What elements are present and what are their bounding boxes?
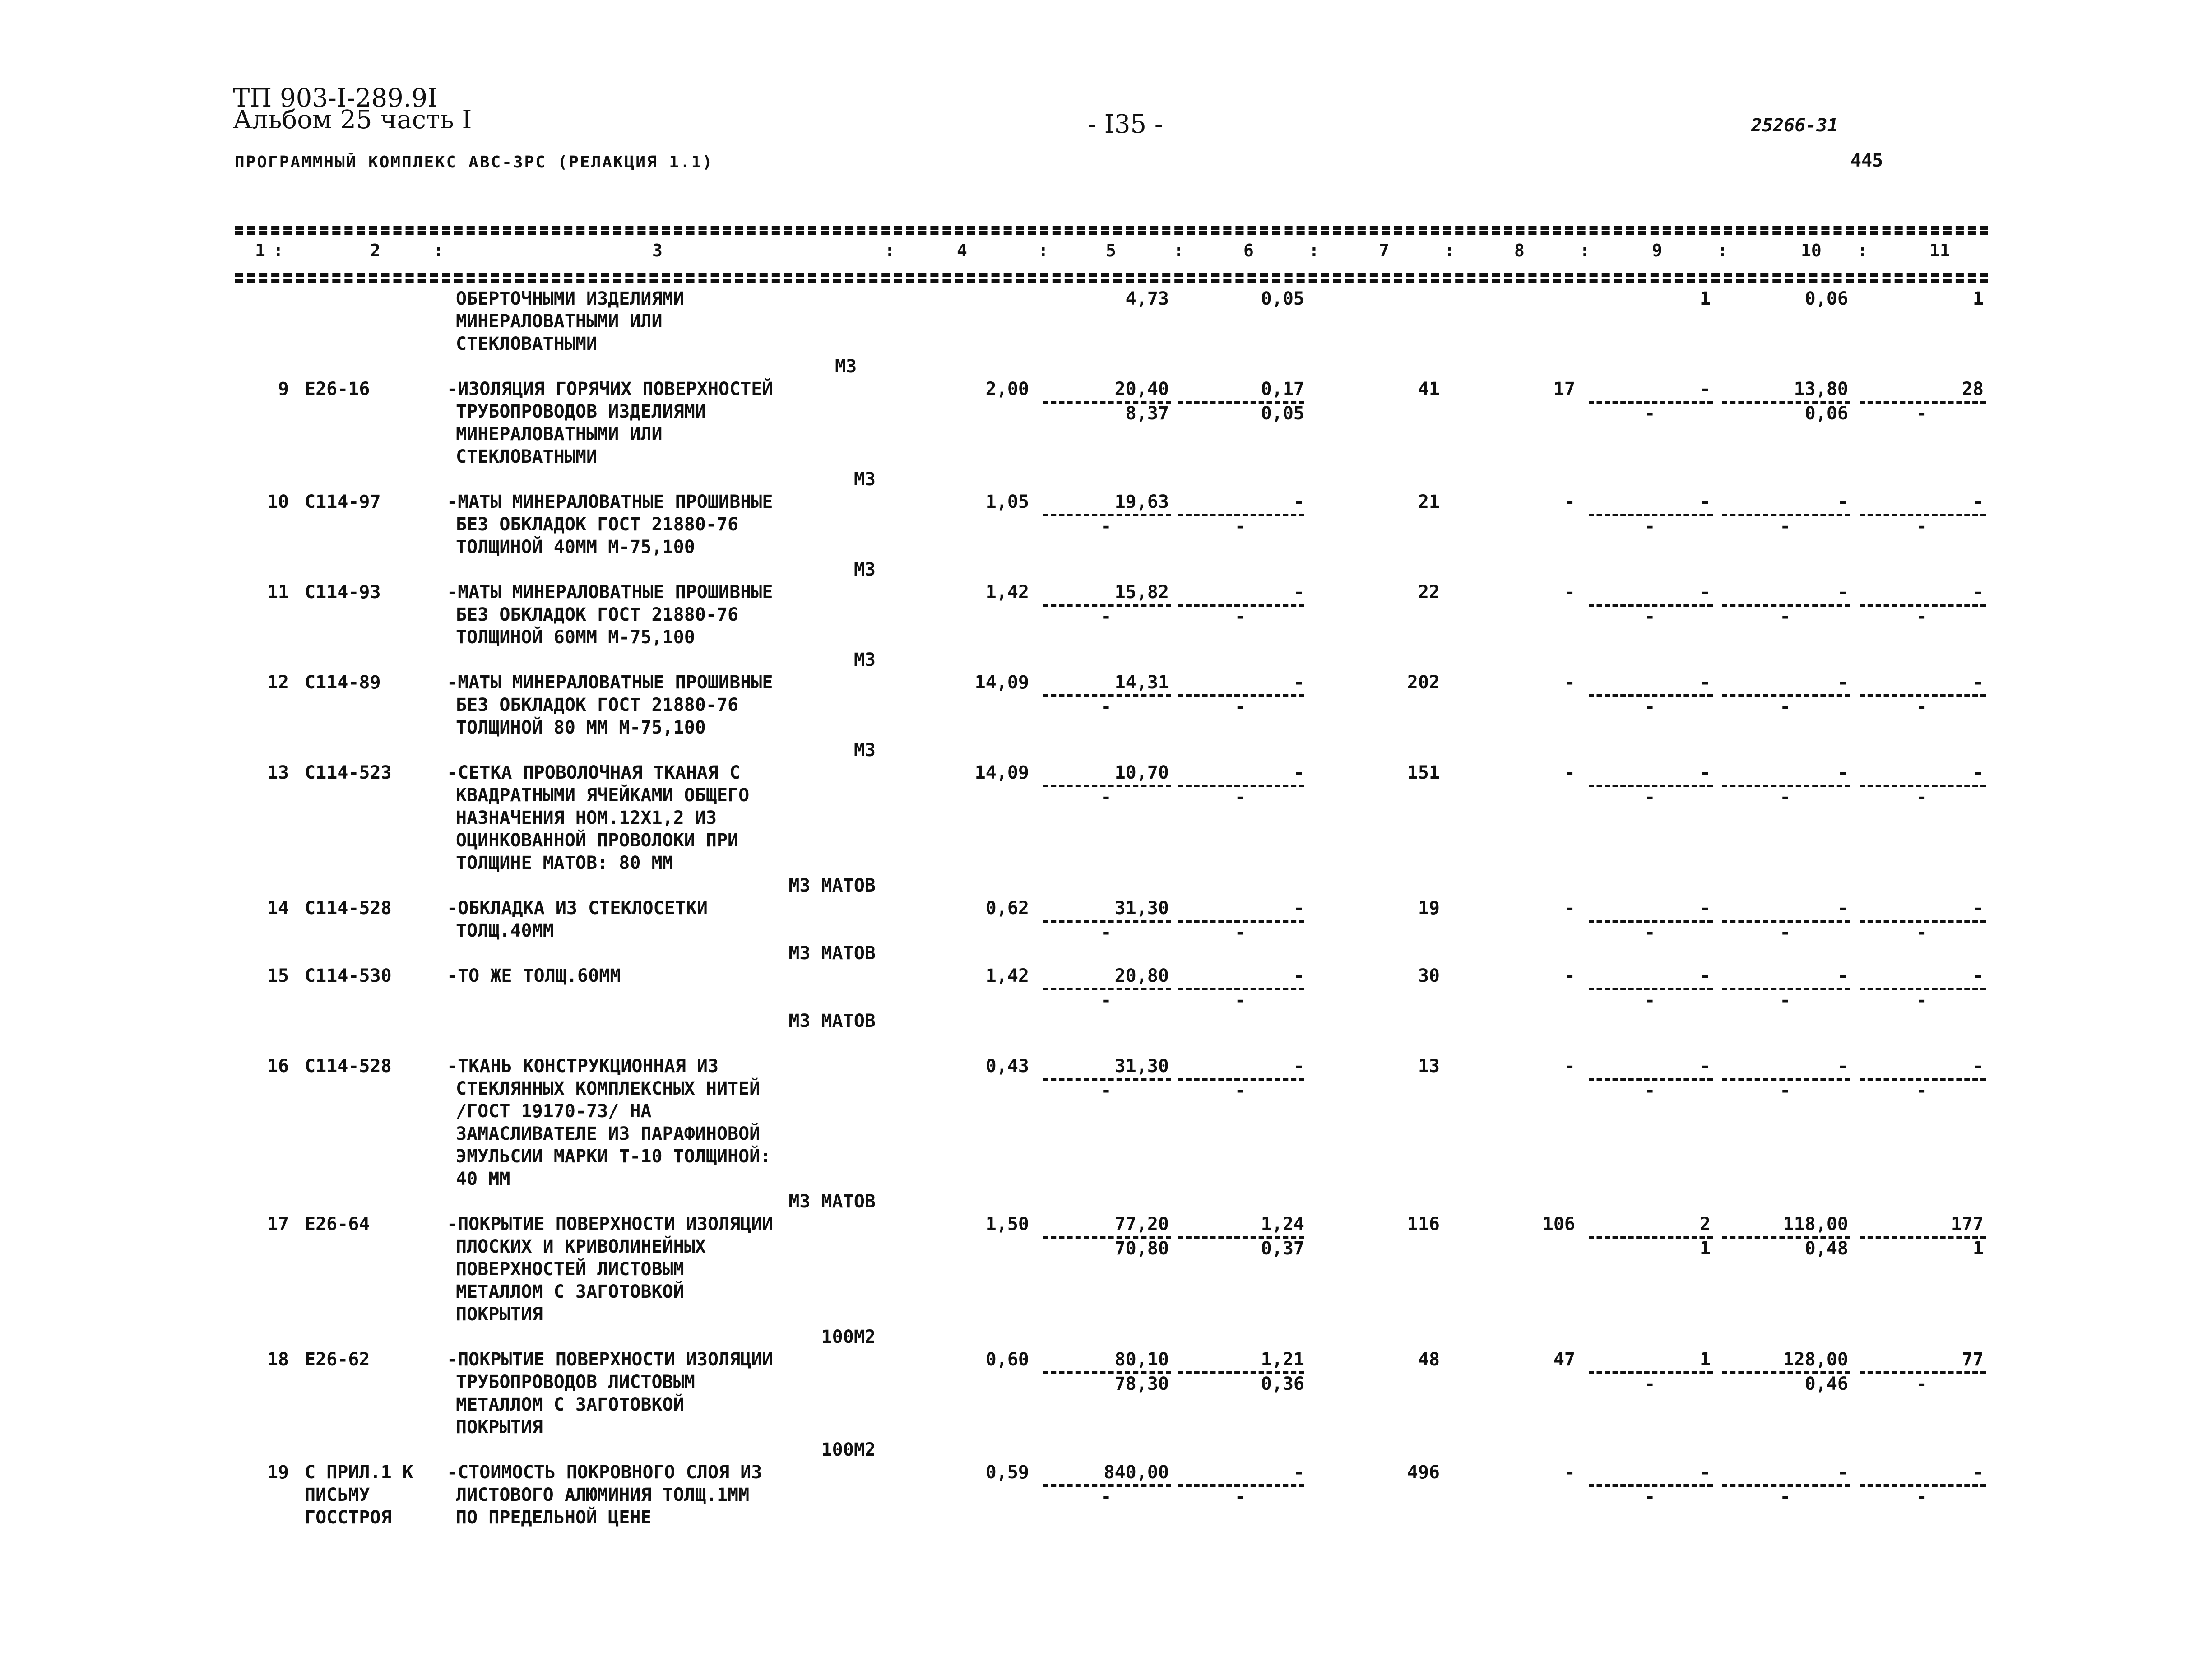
item-number: 9 [278,379,289,399]
sheet-number: 445 [1850,150,1883,171]
cell-c11: - [1972,582,1984,603]
cell-c10: - [1837,762,1848,783]
item-description-line: ТОЛЩИНОЙ 40ММ М-75,100 [456,537,695,557]
cell-c5b: - [1100,1080,1112,1101]
item-description-line: ТОЛЩИНОЙ 60ММ М-75,100 [456,627,695,648]
cell-c5b: - [1100,922,1112,943]
unit-label: М3 [853,740,876,761]
cell-c11b: - [1916,403,1927,424]
cell-c11b: 1 [1972,1238,1984,1259]
cell-c5: 10,70 [1114,762,1169,783]
cell-c5: 14,31 [1114,672,1169,693]
cell-c8: - [1564,1462,1575,1483]
cell-c4: 1,42 [985,966,1029,986]
column-header-2: 2 [370,241,380,260]
sheet-code: 25266-31 [1751,115,1838,136]
column-header-4: 4 [957,241,967,260]
cell-c10b: - [1780,516,1791,537]
cell-c5b: - [1100,990,1112,1011]
item-description-line: БЕЗ ОБКЛАДОК ГОСТ 21880-76 [456,695,739,715]
unit-label: М3 [853,559,876,580]
item-code: С114-89 [305,672,381,693]
cell-c11: - [1972,672,1984,693]
cell-c10b: - [1780,990,1791,1011]
cell-c11: - [1972,492,1984,512]
column-header-3: 3 [652,241,663,260]
cell-c4: 14,09 [974,762,1029,783]
item-number: 18 [267,1349,289,1370]
unit-label: М3 МАТОВ [788,1191,876,1212]
cell-c9: - [1699,492,1711,512]
cell-c6b: - [1234,787,1246,808]
cell-c5: 4,73 [1125,288,1169,309]
cell-c6: - [1293,582,1304,603]
cell-c11: - [1972,1462,1984,1483]
cell-c9b: - [1644,1080,1656,1101]
cell-c9: - [1699,762,1711,783]
item-description-line: -ПОКРЫТИЕ ПОВЕРХНОСТИ ИЗОЛЯЦИИ [447,1214,773,1235]
cell-c10: - [1837,1462,1848,1483]
item-code: С114-93 [305,582,381,603]
cell-c6: 0,17 [1261,379,1304,399]
cell-c11: - [1972,762,1984,783]
cell-c5b: - [1100,606,1112,627]
cell-c5: 15,82 [1114,582,1169,603]
cell-c11: 1 [1972,288,1984,309]
cell-c4: 1,50 [985,1214,1029,1235]
cell-c11b: - [1916,787,1927,808]
item-number: 19 [267,1462,289,1483]
unit-label: М3 МАТОВ [788,1011,876,1031]
unit-label: М3 [835,356,857,377]
cell-c6b: 0,36 [1261,1374,1304,1394]
item-code: С114-523 [305,762,392,783]
cell-c9: 1 [1699,288,1711,309]
column-separator: : [1038,241,1048,260]
cell-c8: - [1564,582,1575,603]
unit-label: 100М2 [821,1439,876,1460]
table-header-rule [235,273,1988,277]
unit-label: М3 [853,469,876,490]
item-code: С114-530 [305,966,392,986]
cell-c7: 13 [1418,1056,1440,1077]
item-description-line: СТЕКЛОВАТНЫМИ [456,334,598,354]
cell-c10: 13,80 [1794,379,1848,399]
cell-c5: 19,63 [1114,492,1169,512]
cell-c9b: - [1644,922,1656,943]
cell-c5b: - [1100,1486,1112,1507]
cell-c4: 14,09 [974,672,1029,693]
unit-label: М3 МАТОВ [788,875,876,896]
item-description-line: ПОВЕРХНОСТЕЙ ЛИСТОВЫМ [456,1259,684,1280]
item-number: 16 [267,1056,289,1077]
cell-c6b: - [1234,516,1246,537]
cell-c9: - [1699,1056,1711,1077]
column-separator: : [273,241,283,260]
cell-c10: - [1837,1056,1848,1077]
item-code: Е26-62 [305,1349,370,1370]
column-header-5: 5 [1106,241,1116,260]
cell-c9: 2 [1699,1214,1711,1235]
item-description-line: ТРУБОПРОВОДОВ ИЗДЕЛИЯМИ [456,401,706,422]
cell-c7: 496 [1407,1462,1440,1483]
cell-c4: 0,62 [985,898,1029,919]
item-description-line: БЕЗ ОБКЛАДОК ГОСТ 21880-76 [456,514,739,535]
item-description-line: 40 ММ [456,1169,510,1189]
cell-c4: 0,60 [985,1349,1029,1370]
cell-c8: - [1564,966,1575,986]
column-separator: : [1717,241,1728,260]
item-number: 17 [267,1214,289,1235]
cell-c5: 840,00 [1104,1462,1169,1483]
cell-c6b: - [1234,922,1246,943]
cell-c7: 151 [1407,762,1440,783]
item-description-line: МИНЕРАЛОВАТНЫМИ ИЛИ [456,424,663,445]
item-description-line: -ПОКРЫТИЕ ПОВЕРХНОСТИ ИЗОЛЯЦИИ [447,1349,773,1370]
item-description-line: -МАТЫ МИНЕРАЛОВАТНЫЕ ПРОШИВНЫЕ [447,492,773,512]
cell-c5b: - [1100,516,1112,537]
cell-c7: 202 [1407,672,1440,693]
cell-c8: 106 [1542,1214,1575,1235]
item-code: Е26-64 [305,1214,370,1235]
item-description-line: МЕТАЛЛОМ С ЗАГОТОВКОЙ [456,1282,684,1302]
cell-c10: - [1837,492,1848,512]
item-description-line: ЛИСТОВОГО АЛЮМИНИЯ ТОЛЩ.1ММ [456,1485,750,1505]
item-code: Е26-16 [305,379,370,399]
column-separator: : [1309,241,1319,260]
cell-c9b: - [1644,403,1656,424]
cell-c5: 80,10 [1114,1349,1169,1370]
column-separator: : [1173,241,1184,260]
cell-c11: - [1972,966,1984,986]
cell-c4: 2,00 [985,379,1029,399]
cell-c10b: - [1780,606,1791,627]
item-description-line: МИНЕРАЛОВАТНЫМИ ИЛИ [456,311,663,332]
item-code: С114-528 [305,1056,392,1077]
cell-c5: 77,20 [1114,1214,1169,1235]
item-code: С114-97 [305,492,381,512]
cell-c9b: - [1644,516,1656,537]
item-description-line: ТОЛЩИНЕ МАТОВ: 80 ММ [456,853,673,873]
item-description-line: ПОКРЫТИЯ [456,1417,543,1438]
cell-c7: 30 [1418,966,1440,986]
cell-c11b: - [1916,696,1927,717]
unit-label: М3 [853,650,876,670]
cell-c9b: - [1644,696,1656,717]
cell-c9: - [1699,1462,1711,1483]
item-description-line: -СТОИМОСТЬ ПОКРОВНОГО СЛОЯ ИЗ [447,1462,762,1483]
cell-c5: 31,30 [1114,1056,1169,1077]
cell-c11: - [1972,898,1984,919]
cell-c10: 118,00 [1783,1214,1848,1235]
album-label: Альбом 25 часть I [233,105,472,135]
column-header-1: 1 [255,241,265,260]
cell-c7: 21 [1418,492,1440,512]
cell-c5b: 8,37 [1125,403,1169,424]
cell-c6: - [1293,966,1304,986]
cell-c10: 128,00 [1783,1349,1848,1370]
cell-c6b: 0,37 [1261,1238,1304,1259]
item-description-line: -ТО ЖЕ ТОЛЩ.60ММ [447,966,621,986]
cell-c4: 0,59 [985,1462,1029,1483]
table-top-rule [235,226,1988,230]
cell-c7: 48 [1418,1349,1440,1370]
cell-c4: 1,42 [985,582,1029,603]
cell-c10b: - [1780,1080,1791,1101]
cell-c8: - [1564,1056,1575,1077]
column-header-7: 7 [1379,241,1389,260]
item-code: С114-528 [305,898,392,919]
cell-c6: 1,21 [1261,1349,1304,1370]
cell-c8: - [1564,492,1575,512]
cell-c10b: - [1780,787,1791,808]
cell-c6: 1,24 [1261,1214,1304,1235]
item-description-line: КВАДРАТНЫМИ ЯЧЕЙКАМИ ОБЩЕГО [456,785,750,806]
cell-c5: 20,80 [1114,966,1169,986]
cell-c11b: - [1916,1374,1927,1394]
item-description-line: НАЗНАЧЕНИЯ НОМ.12Х1,2 ИЗ [456,808,717,828]
page-number: - I35 - [1088,110,1163,139]
unit-label: М3 МАТОВ [788,943,876,964]
item-description-line: ОЦИНКОВАННОЙ ПРОВОЛОКИ ПРИ [456,830,739,851]
item-description-line: -МАТЫ МИНЕРАЛОВАТНЫЕ ПРОШИВНЫЕ [447,582,773,603]
item-code-extra: ГОССТРОЯ [305,1507,392,1528]
item-description-line: ПОКРЫТИЯ [456,1304,543,1325]
column-header-8: 8 [1514,241,1525,260]
cell-c8: - [1564,672,1575,693]
cell-c6b: - [1234,606,1246,627]
item-number: 11 [267,582,289,603]
cell-c10: 0,06 [1804,288,1848,309]
item-number: 13 [267,762,289,783]
cell-c11: 77 [1962,1349,1984,1370]
cell-divider-c9 [1589,1236,1713,1239]
cell-c6b: - [1234,990,1246,1011]
item-description-line: ТОЛЩ.40ММ [456,920,554,941]
cell-c9: - [1699,898,1711,919]
cell-c6: - [1293,762,1304,783]
cell-c4: 0,43 [985,1056,1029,1077]
column-header-11: 11 [1929,241,1950,260]
cell-c5b: - [1100,696,1112,717]
cell-c11: - [1972,1056,1984,1077]
unit-label: 100М2 [821,1327,876,1347]
item-description-line: ЗАМАСЛИВАТЕЛЕ ИЗ ПАРАФИНОВОЙ [456,1124,761,1144]
cell-c9: - [1699,966,1711,986]
column-separator: : [433,241,444,260]
cell-c6: - [1293,898,1304,919]
column-separator: : [1444,241,1455,260]
item-description-line: ПО ПРЕДЕЛЬНОЙ ЦЕНЕ [456,1507,652,1528]
cell-c11b: - [1916,990,1927,1011]
cell-c10b: 0,46 [1804,1374,1848,1394]
cell-c8: 17 [1553,379,1575,399]
item-description-line: МЕТАЛЛОМ С ЗАГОТОВКОЙ [456,1394,684,1415]
item-description-line: ОБЕРТОЧНЫМИ ИЗДЕЛИЯМИ [456,288,684,309]
cell-c10b: - [1780,1486,1791,1507]
cell-c11: 177 [1951,1214,1984,1235]
cell-c6b: - [1234,1486,1246,1507]
item-number: 12 [267,672,289,693]
doc-code: ТП 903-I-289.9I [233,84,438,113]
item-number: 15 [267,966,289,986]
program-title: ПРОГРАММНЫЙ КОМПЛЕКС АВС-3РС (РЕЛАКЦИЯ 1.1) [235,153,714,172]
item-description-line: -СЕТКА ПРОВОЛОЧНАЯ ТКАНАЯ С [447,762,741,783]
cell-c6b: - [1234,1080,1246,1101]
cell-c5b: 78,30 [1114,1374,1169,1394]
cell-c9b: - [1644,990,1656,1011]
item-description-line: БЕЗ ОБКЛАДОК ГОСТ 21880-76 [456,604,739,625]
item-description-line: СТЕКЛОВАТНЫМИ [456,446,598,467]
cell-c10b: - [1780,922,1791,943]
cell-c9: - [1699,379,1711,399]
cell-c11b: - [1916,606,1927,627]
item-description-line: ПЛОСКИХ И КРИВОЛИНЕЙНЫХ [456,1236,706,1257]
cell-c9: 1 [1699,1349,1711,1370]
item-number: 10 [267,492,289,512]
cell-divider-c11 [1860,1236,1986,1239]
cell-c7: 41 [1418,379,1440,399]
cell-c10: - [1837,582,1848,603]
cell-c6: 0,05 [1261,288,1304,309]
cell-c6: - [1293,1056,1304,1077]
item-description-line: -ОБКЛАДКА ИЗ СТЕКЛОСЕТКИ [447,898,708,919]
cell-c10: - [1837,966,1848,986]
cell-c6: - [1293,492,1304,512]
column-header-10: 10 [1801,241,1822,260]
item-description-line: ЭМУЛЬСИИ МАРКИ Т-10 ТОЛЩИНОЙ: [456,1146,771,1167]
cell-c9b: - [1644,1374,1656,1394]
table-top-rule-2 [235,231,1988,235]
cell-c10b: 0,48 [1804,1238,1848,1259]
item-description-line: /ГОСТ 19170-73/ НА [456,1101,652,1122]
cell-c9b: - [1644,606,1656,627]
cell-c7: 19 [1418,898,1440,919]
cell-c6b: - [1234,696,1246,717]
cell-c10b: - [1780,696,1791,717]
item-description-line: ТОЛЩИНОЙ 80 ММ М-75,100 [456,717,706,738]
cell-c8: - [1564,762,1575,783]
cell-c11b: - [1916,516,1927,537]
column-separator: : [1857,241,1868,260]
table-header-rule-2 [235,279,1988,283]
cell-c6: - [1293,672,1304,693]
cell-c11b: - [1916,1080,1927,1101]
column-separator: : [1580,241,1590,260]
item-description-line: СТЕКЛЯННЫХ КОМПЛЕКСНЫХ НИТЕЙ [456,1078,761,1099]
column-header-9: 9 [1652,241,1662,260]
item-number: 14 [267,898,289,919]
column-separator: : [885,241,895,260]
cell-c9b: 1 [1699,1238,1711,1259]
cell-c9b: - [1644,1486,1656,1507]
cell-c4: 1,05 [985,492,1029,512]
cell-c9b: - [1644,787,1656,808]
cell-c8: - [1564,898,1575,919]
cell-c11: 28 [1962,379,1984,399]
column-header-6: 6 [1243,241,1254,260]
cell-c9: - [1699,672,1711,693]
cell-c5: 31,30 [1114,898,1169,919]
cell-c7: 22 [1418,582,1440,603]
cell-c5b: 70,80 [1114,1238,1169,1259]
cell-c10: - [1837,672,1848,693]
item-code: С ПРИЛ.1 К [305,1462,413,1483]
cell-c5b: - [1100,787,1112,808]
item-description-line: -ТКАНЬ КОНСТРУКЦИОННАЯ ИЗ [447,1056,719,1077]
cell-c11b: - [1916,1486,1927,1507]
cell-c10b: 0,06 [1804,403,1848,424]
item-description-line: -ИЗОЛЯЦИЯ ГОРЯЧИХ ПОВЕРХНОСТЕЙ [447,379,773,399]
cell-c10: - [1837,898,1848,919]
cell-c11b: - [1916,922,1927,943]
cell-c6b: 0,05 [1261,403,1304,424]
cell-c6: - [1293,1462,1304,1483]
cell-c8: 47 [1553,1349,1575,1370]
cell-c5: 20,40 [1114,379,1169,399]
item-code-extra: ПИСЬМУ [305,1485,370,1505]
item-description-line: -МАТЫ МИНЕРАЛОВАТНЫЕ ПРОШИВНЫЕ [447,672,773,693]
item-description-line: ТРУБОПРОВОДОВ ЛИСТОВЫМ [456,1372,695,1393]
cell-c7: 116 [1407,1214,1440,1235]
cell-c9: - [1699,582,1711,603]
